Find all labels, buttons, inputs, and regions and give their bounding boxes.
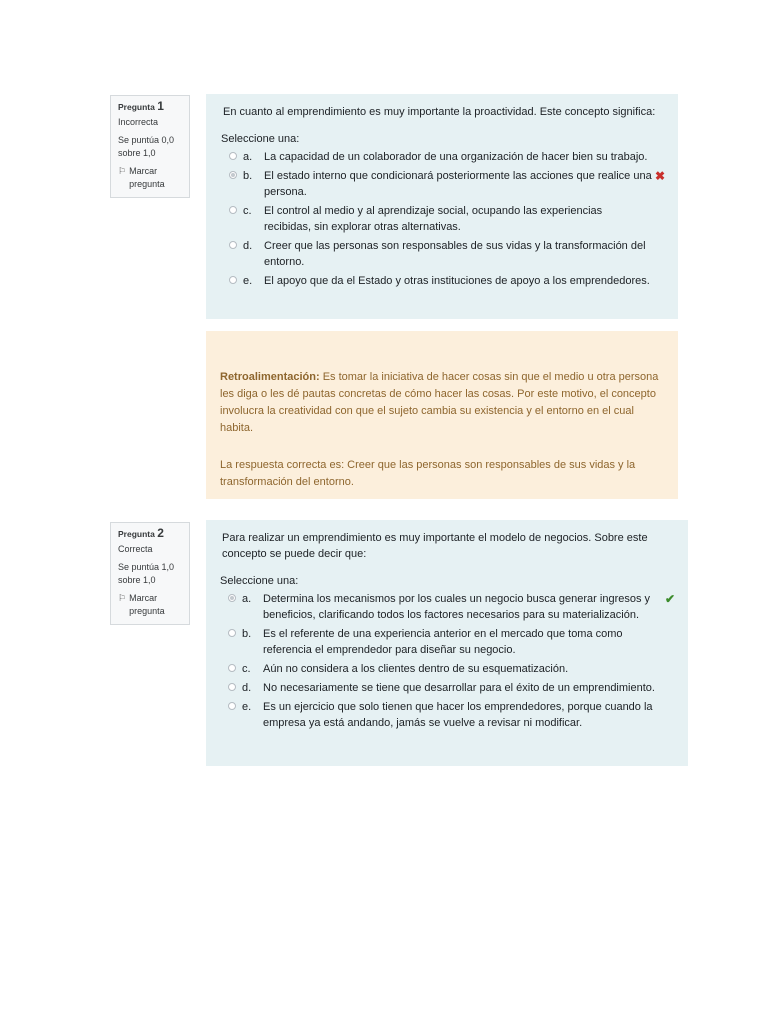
feedback-body: Es tomar la iniciativa de hacer cosas sin que el medio u otra persona les diga o les dé pautas concretas de cómo hacer las cosas. Por este motivo, el concepto involucra la creatividad con que el sujeto cambia su existencia y el entorno en el cual habita.	[220, 371, 659, 434]
answer-option[interactable]	[221, 238, 668, 270]
question-2-formulation	[206, 520, 688, 766]
answer-letter: d.	[242, 682, 252, 694]
question-grade: Se puntúa 0,0 sobre 1,0	[118, 135, 175, 158]
radio-button[interactable]	[229, 152, 237, 160]
flag-question-link[interactable]	[118, 165, 189, 191]
flag-label: Marcar pregunta	[129, 166, 165, 189]
radio-button[interactable]	[229, 241, 237, 249]
answer-text: Es el referente de una experiencia anterior en el mercado que toma como referencia el emprendedor para diseñar su negocio.	[263, 628, 623, 656]
answer-text: Es un ejercicio que solo tienen que hacer los emprendedores, porque cuando la empresa ya está andando, jamás se vuelve a revisar ni modificar.	[263, 701, 653, 729]
answer-option[interactable]	[221, 273, 668, 289]
answer-option[interactable]	[220, 661, 678, 677]
feedback-title: Retroalimentación:	[220, 371, 320, 383]
answer-letter: d.	[243, 240, 253, 252]
flag-label: Marcar pregunta	[129, 593, 165, 616]
answer-text: El control al medio y al aprendizaje social, ocupando las experiencias recibidas, sin explorar otras alternativas.	[264, 205, 603, 233]
correct-icon: ✔	[664, 592, 676, 606]
answer-letter: c.	[243, 205, 252, 217]
answer-letter: c.	[242, 663, 251, 675]
question-1-formulation	[206, 94, 678, 319]
answer-option[interactable]	[221, 203, 668, 235]
flag-icon: ⚐	[118, 593, 127, 603]
answer-text: El apoyo que da el Estado y otras instituciones de apoyo a los emprendedores.	[264, 275, 650, 287]
flag-question-link[interactable]	[118, 592, 189, 618]
question-1-info	[110, 95, 190, 198]
answer-text: No necesariamente se tiene que desarrollar para el éxito de un emprendimiento.	[263, 682, 655, 694]
question-2-info	[110, 522, 190, 625]
answer-text: Creer que las personas son responsables de sus vidas y la transformación del entorno.	[264, 240, 646, 268]
answer-option[interactable]	[220, 591, 678, 623]
answer-letter: e.	[243, 275, 253, 287]
question-number: Pregunta 2	[118, 526, 164, 540]
answer-text: La capacidad de un colaborador de una organización de hacer bien su trabajo.	[264, 151, 648, 163]
select-prompt: Seleccione una:	[221, 133, 300, 145]
question-state: Correcta	[118, 544, 153, 554]
answer-option[interactable]	[221, 149, 668, 165]
radio-button[interactable]	[228, 629, 236, 637]
feedback-box	[206, 331, 678, 499]
answer-list	[220, 591, 678, 731]
answer-option[interactable]	[220, 699, 678, 731]
radio-button[interactable]	[228, 664, 236, 672]
answer-letter: e.	[242, 701, 252, 713]
answer-option[interactable]	[221, 168, 668, 200]
radio-button[interactable]	[228, 683, 236, 691]
radio-button[interactable]	[229, 276, 237, 284]
answer-option[interactable]	[220, 680, 678, 696]
answer-letter: a.	[242, 593, 252, 605]
question-number: Pregunta 1	[118, 99, 164, 113]
radio-button[interactable]	[229, 206, 237, 214]
radio-button[interactable]	[228, 702, 236, 710]
select-prompt: Seleccione una:	[220, 575, 299, 587]
answer-text: El estado interno que condicionará posteriormente las acciones que realice una persona.	[264, 170, 652, 198]
answer-letter: b.	[243, 170, 253, 182]
incorrect-icon: ✖	[654, 169, 666, 183]
question-state: Incorrecta	[118, 117, 159, 127]
question-text: Para realizar un emprendimiento es muy importante el modelo de negocios. Sobre este concepto se puede decir que:	[222, 532, 648, 560]
flag-icon: ⚐	[118, 166, 127, 176]
radio-button-selected[interactable]	[229, 171, 237, 179]
question-grade: Se puntúa 1,0 sobre 1,0	[118, 562, 175, 585]
answer-text: Aún no considera a los clientes dentro de su esquematización.	[263, 663, 569, 675]
answer-option[interactable]	[220, 626, 678, 658]
general-feedback	[220, 369, 660, 437]
answer-list	[221, 149, 668, 289]
answer-letter: b.	[242, 628, 252, 640]
question-text: En cuanto al emprendimiento es muy importante la proactividad. Este concepto significa:	[223, 106, 656, 118]
answer-letter: a.	[243, 151, 253, 163]
right-answer: La respuesta correcta es: Creer que las personas son responsables de sus vidas y la transformación del entorno.	[220, 459, 636, 488]
radio-button-selected[interactable]	[228, 594, 236, 602]
answer-text: Determina los mecanismos por los cuales un negocio busca generar ingresos y beneficios, clarificando todos los factores necesarios para su materialización.	[263, 593, 651, 621]
